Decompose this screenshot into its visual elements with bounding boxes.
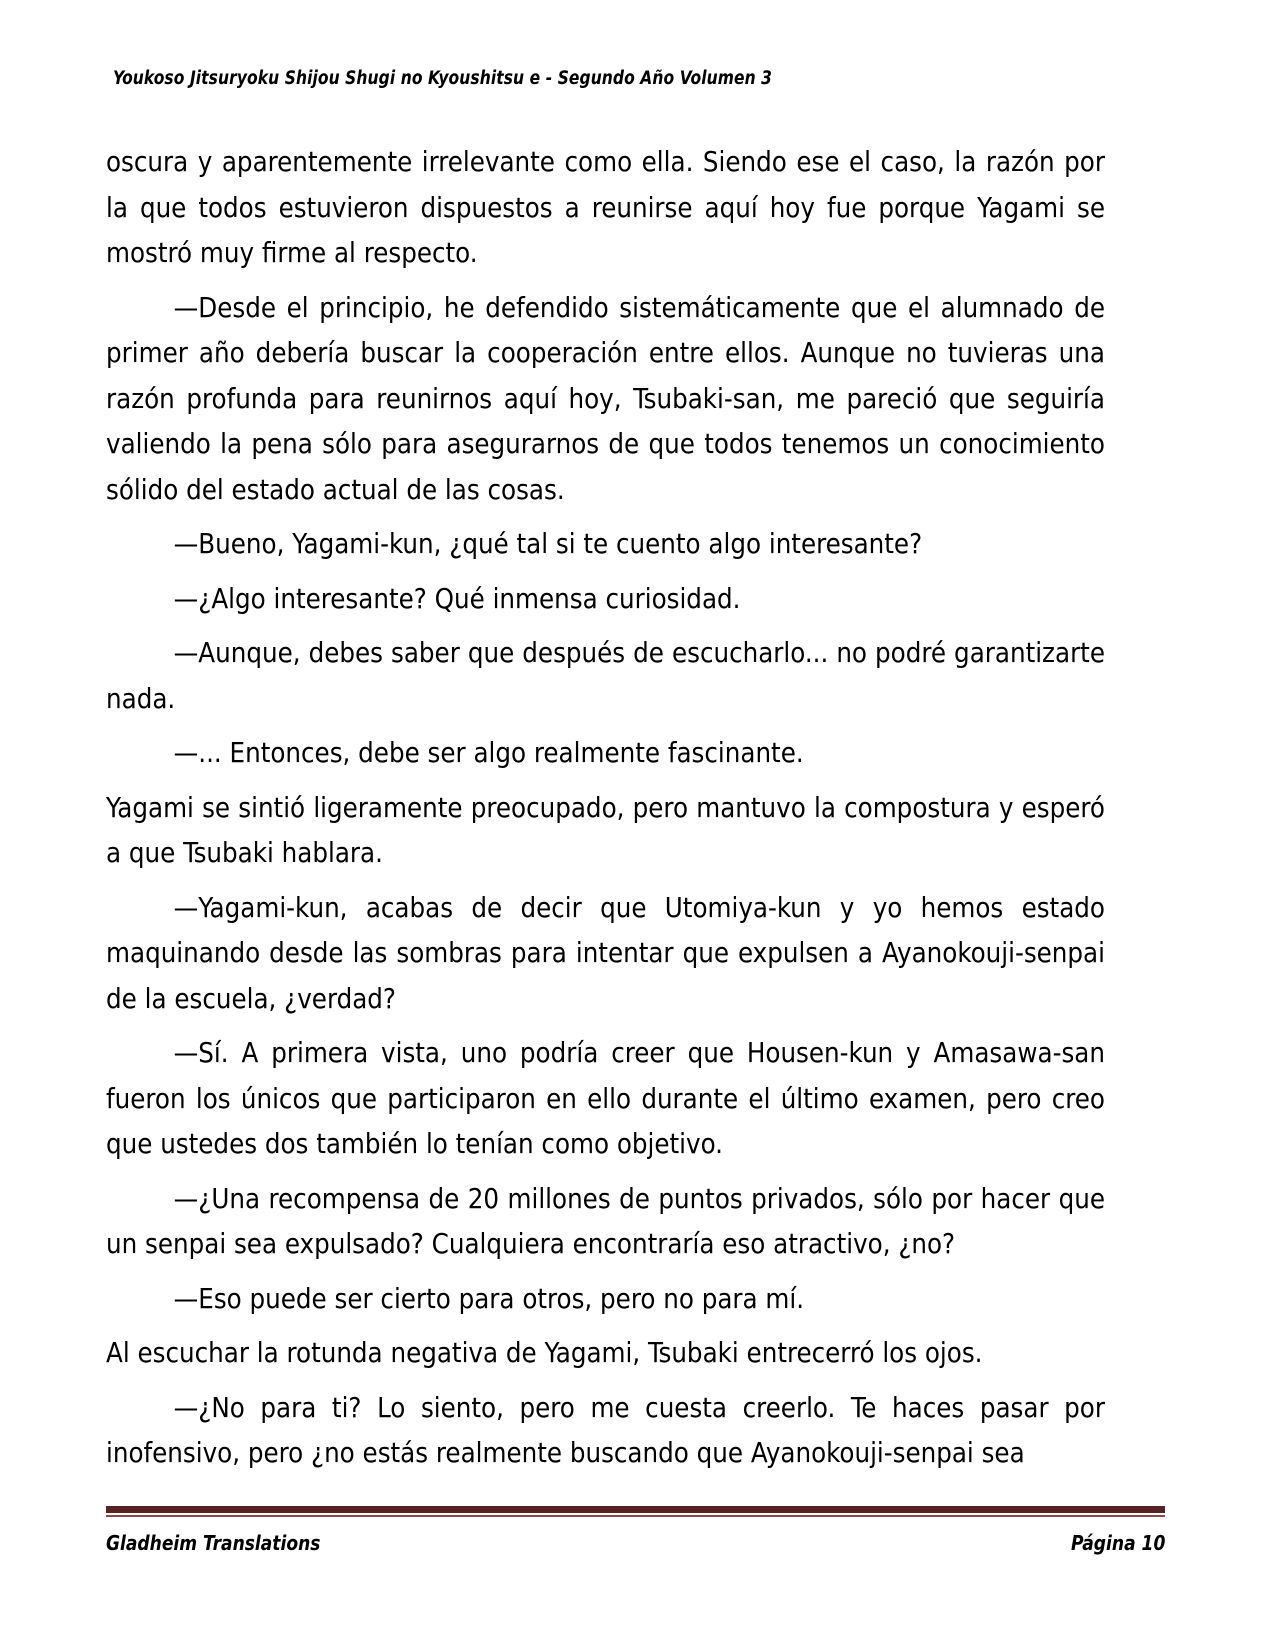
page-footer — [106, 1506, 1165, 1555]
body-paragraph: oscura y aparentemente irrelevante como ella. Siendo ese el caso, la razón por la que todos estuvieron dispuestos a reunirse aquí hoy fue porque Yagami se mostró muy firme al respecto. — [106, 146, 1105, 269]
body-paragraph: —¿Una recompensa de 20 millones de puntos privados, sólo por hacer que un senpai sea expulsado? Cualquiera encontraría eso atractivo, ¿no? — [106, 1182, 1105, 1260]
footer-row — [106, 1531, 1165, 1555]
body-paragraph: —Desde el principio, he defendido sistemáticamente que el alumnado de primer año debería buscar la cooperación entre ellos. Aunque no tuvieras una razón profunda para reunirnos aquí hoy, Tsubaki-san, me pareció que seguiría valiendo la pena sólo para asegurarnos de que todos tenemos un conocimiento sólido del estado actual de las cosas. — [106, 291, 1105, 506]
body-paragraph: Yagami se sintió ligeramente preocupado, pero mantuvo la compostura y esperó a que Tsubaki hablara. — [106, 791, 1105, 869]
body-paragraph: —... Entonces, debe ser algo realmente fascinante. — [173, 737, 804, 769]
page-header — [113, 68, 1163, 89]
footer-page-number: Página 10 — [1070, 1531, 1165, 1555]
body-paragraph: —Yagami-kun, acabas de decir que Utomiya-kun y yo hemos estado maquinando desde las sombras para intentar que expulsen a Ayanokouji-senpai de la escuela, ¿verdad? — [106, 891, 1105, 1015]
page-body — [106, 140, 1110, 1477]
footer-translator-credit: Gladheim Translations — [106, 1531, 321, 1555]
footer-rule-thin — [106, 1515, 1165, 1517]
footer-rule-thick — [106, 1506, 1165, 1513]
body-paragraph: —Eso puede ser cierto para otros, pero no para mí. — [173, 1282, 805, 1315]
header-title: Youkoso Jitsuryoku Shijou Shugi no Kyoushitsu e - Segundo Año Volumen 3 — [113, 68, 773, 89]
body-paragraph: —Bueno, Yagami-kun, ¿qué tal si te cuento algo interesante? — [173, 528, 923, 560]
body-paragraph: —¿No para ti? Lo siento, pero me cuesta creerlo. Te haces pasar por inofensivo, pero ¿no estás realmente buscando que Ayanokouji-senpai sea — [106, 1391, 1105, 1469]
body-paragraph: —Sí. A primera vista, uno podría creer que Housen-kun y Amasawa-san fueron los únicos que participaron en ello durante el último examen, pero creo que ustedes dos también lo tenían como objetivo. — [106, 1037, 1105, 1160]
body-paragraph: —Aunque, debes saber que después de escucharlo... no podré garantizarte nada. — [106, 637, 1105, 715]
body-paragraph: Al escuchar la rotunda negativa de Yagami, Tsubaki entrecerró los ojos. — [106, 1337, 983, 1369]
body-paragraph: —¿Algo interesante? Qué inmensa curiosidad. — [173, 582, 741, 615]
